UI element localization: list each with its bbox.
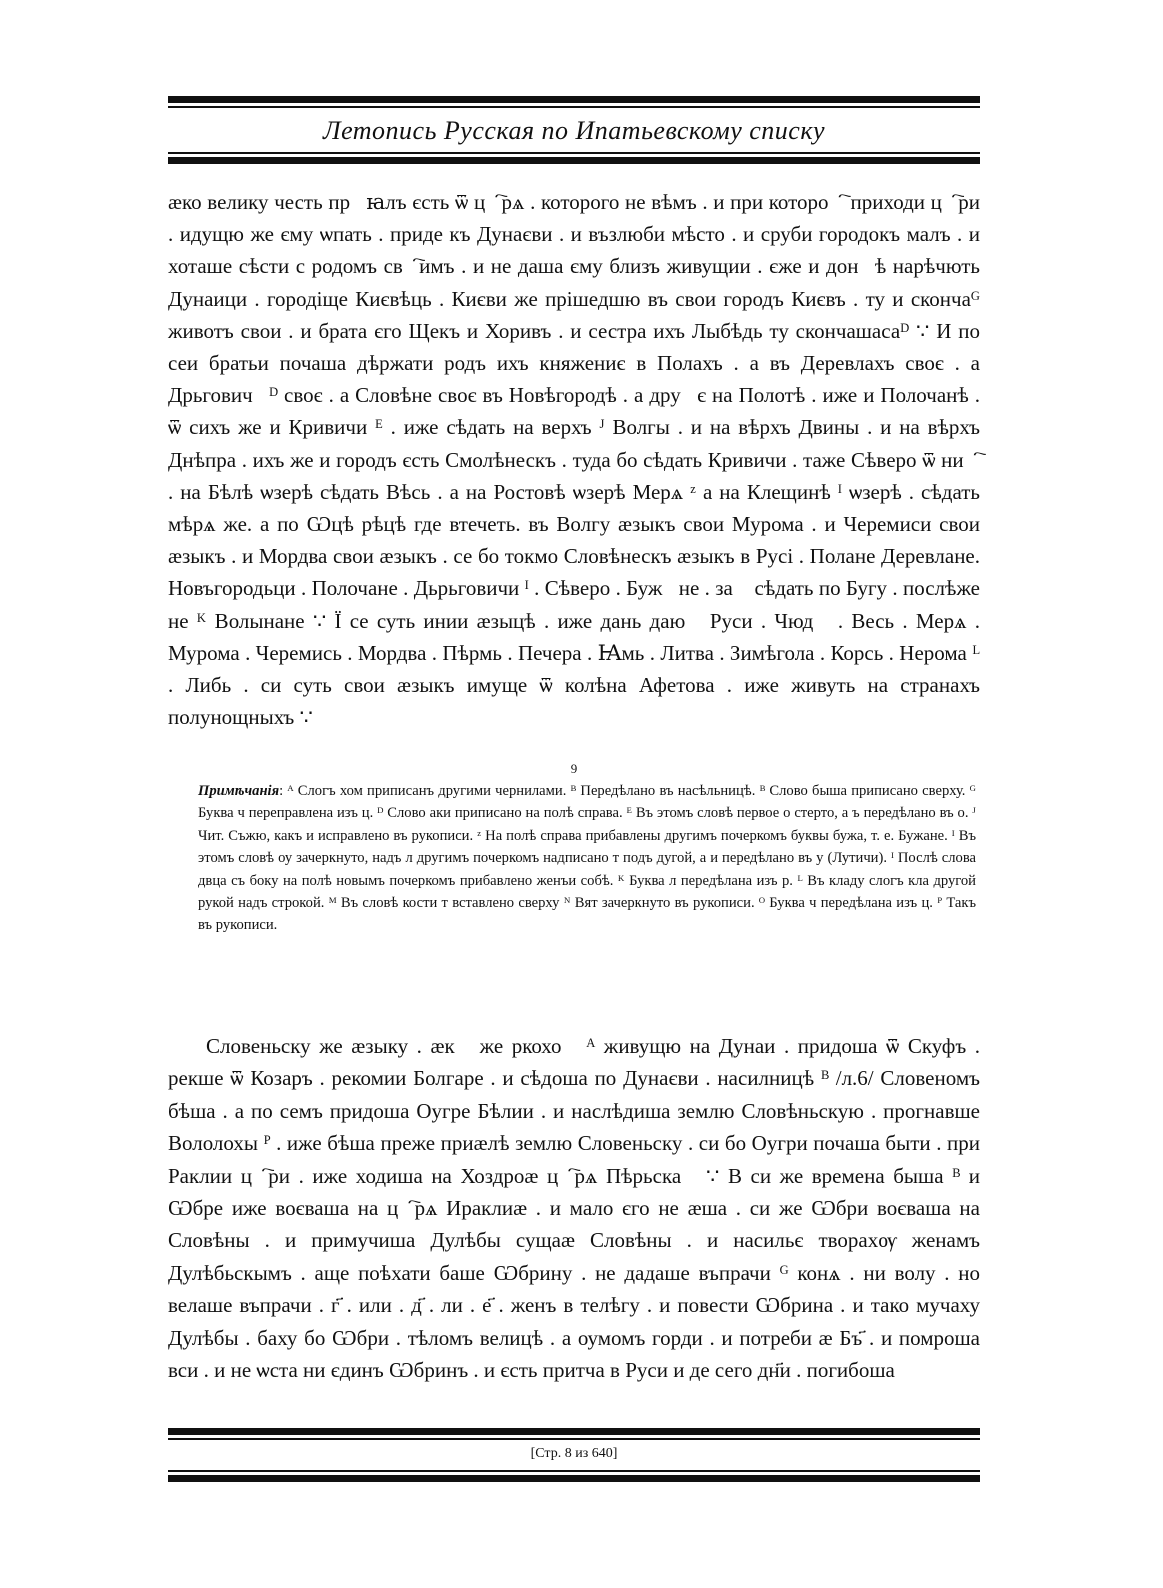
footer-rule-bottom	[168, 1475, 980, 1482]
header-rule-bottom-thin	[168, 152, 980, 154]
running-title: Летопись Русская по Ипатьевскому списку	[322, 116, 826, 145]
chronicle-paragraph: ӕко велику честь прꙵꙗлъ єсть ѿ цⷭ҇рѧ . которого не вѣмъ . и при котороⷨ҇ приходи цⷭ҇ри . идущю же єму ѡпать . приде къ Дунаєви . и възлюби мѣсто . и сруби городокъ малъ . и хоташе сѣсти с родомъ свⷪ҇имъ . и не даша єму близъ живущии . єже и донꙵѣ нарѣчють Дунаици . городіще Києвѣць . Києви же прішедшю въ свои городъ Києвъ . ту и скончаᴳ животъ свои . и брата єго Щекъ и Хоривъ . и сестра ихъ Лыбѣдь ту скончашасаᴰ ∵ И по сеи братьи почаша дѣржати родъ ихъ княжениє в Полахъ . а въ Деревлахъ своє . а Дрьговичꙵᴰ своє . а Словѣне своє въ Новѣгородѣ . а друꙶє на Полотѣ . иже и Полочанѣ . ѿ сихъ же и Кривичи ᴱ . иже сѣдать на верхъ ᴶ Волгы . и на вѣрхъ Двины . и на вѣрхъ Днѣпра . ихъ же и городъ єсть Смолѣнескъ . туда бо сѣдать Кривичи . таже Сѣверо ѿ ниⷯ҇ . на Бѣлѣ ѡзерѣ сѣдать Вѣсь . а на Ростовѣ ѡзерѣ Мерѧ ᶻ а на Клещинѣ ᴵ ѡзерѣ . сѣдать мѣрѧ же. а по Ѡцѣ рѣцѣ где втечеть. въ Волгу ӕзыкъ свои Мурома . и Черемиси свои ӕзыкъ . и Мордва свои ӕзыкъ . се бо токмо Словѣнескъ ӕзыкъ в Русі . Полане Деревлане. Новъгородьци . Полочане . Дьрьговичи ᴵ . Сѣверо . Бужⷶне . заꙵ сѣдать по Бугу . послѣже не ᴷ Волынане ∵ Ї се суть инии ӕзыцѣ . иже дань даюⷮ Руси . Чюдⷭ . Весь . Мерѧ . Мурома . Черемись . Мордва . Пѣрмь . Печера . Ꙗмь . Литва . Зимѣгола . Корсь . Нерома ᴸ . Либь . си суть свои ӕзыкъ имуще ѿ колѣна Афетова . иже живуть на странахъ полунощныхъ ∵	[168, 190, 980, 730]
footer-rule-bottom-thin	[168, 1470, 980, 1472]
chronicle-text-lower	[168, 1030, 980, 1386]
footnotes-paragraph	[198, 780, 976, 937]
page-footer	[168, 1428, 980, 1482]
footer-rule-top	[168, 1428, 980, 1435]
page-counter: [Стр. 8 из 640]	[530, 1446, 618, 1461]
header-rule-top	[168, 96, 980, 103]
footnotes-block	[198, 780, 976, 937]
header-rule-top-thin	[168, 106, 980, 108]
manuscript-page-number: 9	[570, 761, 578, 776]
page-header	[168, 96, 980, 164]
notes-text: : ᴬ Слогъ хом приписанъ другими чернилами. ᴮ Передѣлано въ насѣльницѣ. ᴮ Слово быша приписано сверху. ᴳ Буква ч переправлена изъ ц. ᴰ Слово аки приписано на полѣ справа. ᴱ Въ этомъ словѣ первое о стерто, а ъ передѣлано въ о. ᴶ Чит. Съжю, какъ и исправлено въ рукописи. ᶻ На полѣ справа прибавлены другимъ почеркомъ буквы бужа, т. е. Бужане. ᴵ Въ этомъ словѣ оу зачеркнуто, надъ л другимъ почеркомъ надписано т подъ дугой, а и передѣлано въ у (Лутичи). ᴵ Послѣ слова двца съ боку на полѣ новымъ почеркомъ прибавлено женъи собѣ. ᴷ Буква л передѣлана изъ р. ᴸ Въ кладу слогъ кла другой рукой надъ строкой. ᴹ Въ словѣ кости т вставлено сверху ᴺ Вят зачеркнуто въ рукописи. ᴼ Буква ч передѣлана изъ ц. ᴾ Такъ въ рукописи.	[198, 783, 976, 934]
footer-rule-top-thin	[168, 1438, 980, 1440]
header-rule-bottom	[168, 157, 980, 164]
chronicle-paragraph-2: Словеньску же ӕзыку . ӕкⷪ же ркохоⷨ ᴬ живущю на Дунаи . придоша ѿ Скуфъ . рекше ѿ Козаръ . рекомии Болгаре . и сѣдоша по Дунаєви . насилницѣ ᴮ /л.6/ Словеномъ бѣша . а по семъ придоша Оугре Бѣлии . и наслѣдиша землю Словѣньскую . прогнавше Вололохы ᴾ . иже бѣша преже приӕлѣ землю Словеньску . си бо Оугри почаша быти . при Раклии цⷭ҇ри . иже ходиша на Хоздроӕ цⷭ҇рѧ Пѣрьскаⷢ ∵ В си же времена быша ᴮ и Ѡбре иже воєваша на цⷭ҇рѧ Ираклиӕ . и мало єго не ӕша . си же Ѡбри воєваша на Словѣны . и примучиша Дулѣбы сущаӕ Словѣны . и насильє творахѹ женамъ Дулѣбьскымъ . аще поѣхати баше Ѡбрину . не дадаше въпрачи ᴳ конѧ . ни волу . но велаше въпрачи . г҃ . или . д҃ . ли . е҃ . женъ в телѣгу . и повести Ѡбрина . и тако мучаху Дулѣбы . баху бо Ѡбри . тѣломъ велицѣ . а оумомъ горди . и потреби ӕ Бъ҃ . и помроша вси . и не ѡста ни єдинъ Ѡбринъ . и єсть притча в Руси и де сего дн҃и . погибоша	[168, 1034, 980, 1383]
notes-label: Примѣчанія	[198, 783, 280, 799]
chronicle-text-upper	[168, 186, 980, 733]
